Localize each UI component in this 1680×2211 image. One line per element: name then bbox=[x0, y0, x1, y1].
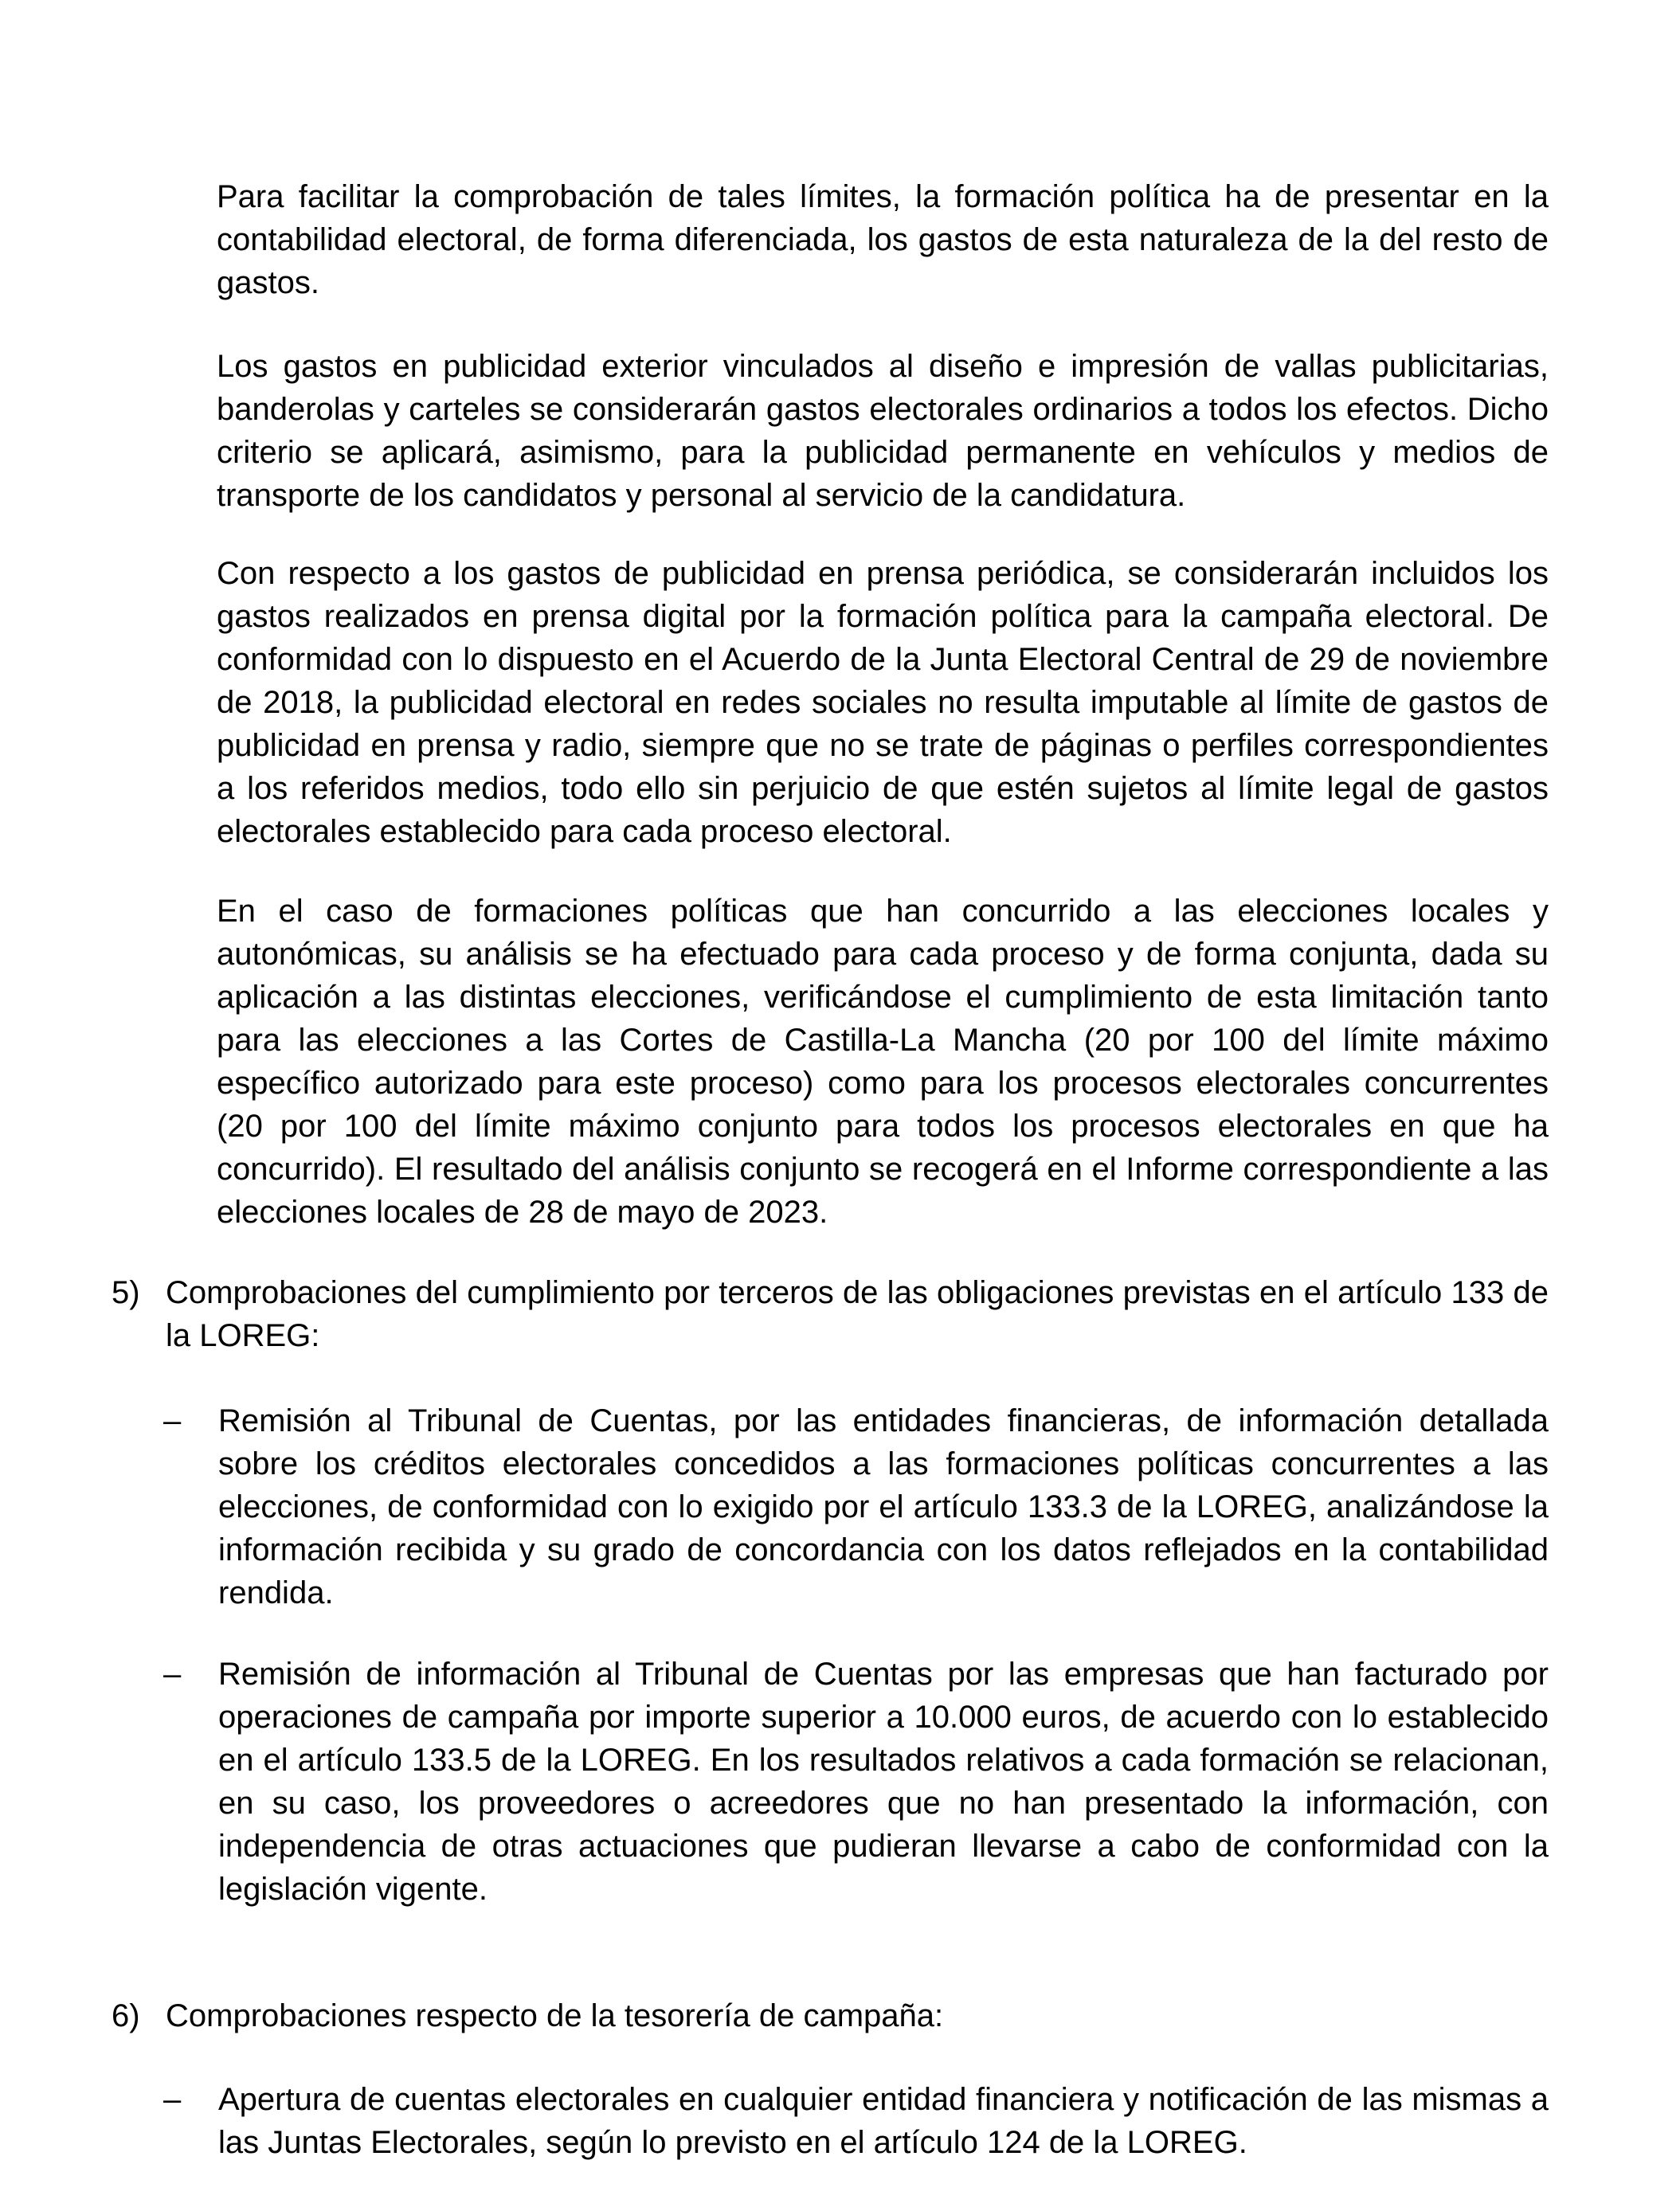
list-item-text: Comprobaciones del cumplimiento por terceros de las obligaciones previstas en el artículo 133 de la LOREG: bbox=[166, 1275, 1549, 1353]
paragraph-outdoor-advertising: Los gastos en publicidad exterior vinculados al diseño e impresión de vallas publicitarias, banderolas y carteles se considerarán gastos electorales ordinarios a todos los efectos. Dicho criterio se aplicará, asimismo, para la publicidad permanente en vehículos y medios de transporte de los candidatos y personal al servicio de la candidatura. bbox=[217, 349, 1549, 513]
bullet-financial-entities bbox=[163, 1399, 1549, 1614]
dash-bullet-icon: – bbox=[163, 1657, 182, 1692]
bullet-electoral-accounts bbox=[163, 2078, 1549, 2164]
list-item-5 bbox=[112, 1271, 1549, 1357]
bullet-text: Remisión de información al Tribunal de Cuentas por las empresas que han facturado por operaciones de campaña por importe superior a 10.000 euros, de acuerdo con lo establecido en el artículo 133.5 de la LOREG. En los resultados relativos a cada formación se relacionan, en su caso, los proveedores o acreedores que no han presentado la información, con independencia de otras actuaciones que pudieran llevarse a cabo de conformidad con la legislación vigente. bbox=[218, 1657, 1549, 1907]
bullet-text: Apertura de cuentas electorales en cualquier entidad financiera y notificación de las mismas a las Juntas Electorales, según lo previsto en el artículo 124 de la LOREG. bbox=[218, 2082, 1549, 2160]
dash-bullet-icon: – bbox=[163, 2082, 182, 2117]
list-item-number: 6) bbox=[112, 1998, 140, 2033]
list-item-text: Comprobaciones respecto de la tesorería de campaña: bbox=[166, 1998, 944, 2033]
bullet-supplier-companies bbox=[163, 1653, 1549, 1911]
paragraph-concurrent-elections: En el caso de formaciones políticas que han concurrido a las elecciones locales y autonómicas, su análisis se ha efectuado para cada proceso y de forma conjunta, dada su aplicación a las distintas elecciones, verificándose el cumplimiento de esta limitación tanto para las elecciones a las Cortes de Castilla-La Mancha (20 por 100 del límite máximo específico autorizado para este proceso) como para los procesos electorales concurrentes (20 por 100 del límite máximo conjunto para todos los procesos electorales en que ha concurrido). El resultado del análisis conjunto se recogerá en el Informe correspondiente a las elecciones locales de 28 de mayo de 2023. bbox=[217, 894, 1549, 1230]
paragraph-limits-verification: Para facilitar la comprobación de tales límites, la formación política ha de presentar en la contabilidad electoral, de forma diferenciada, los gastos de esta naturaleza de la del resto de gastos. bbox=[217, 179, 1549, 300]
bullet-text: Remisión al Tribunal de Cuentas, por las entidades financieras, de información detallada sobre los créditos electorales concedidos a las formaciones políticas concurrentes a las elecciones, de conformidad con lo exigido por el artículo 133.3 de la LOREG, analizándose la información recibida y su grado de concordancia con los datos reflejados en la contabilidad rendida. bbox=[218, 1403, 1549, 1610]
paragraph-press-advertising: Con respecto a los gastos de publicidad en prensa periódica, se considerarán incluidos los gastos realizados en prensa digital por la formación política para la campaña electoral. De conformidad con lo dispuesto en el Acuerdo de la Junta Electoral Central de 29 de noviembre de 2018, la publicidad electoral en redes sociales no resulta imputable al límite de gastos de publicidad en prensa y radio, siempre que no se trate de páginas o perfiles correspondientes a los referidos medios, todo ello sin perjuicio de que estén sujetos al límite legal de gastos electorales establecido para cada proceso electoral. bbox=[217, 556, 1549, 849]
dash-bullet-icon: – bbox=[163, 1403, 182, 1438]
list-item-number: 5) bbox=[112, 1275, 140, 1310]
list-item-6 bbox=[112, 1994, 1549, 2037]
